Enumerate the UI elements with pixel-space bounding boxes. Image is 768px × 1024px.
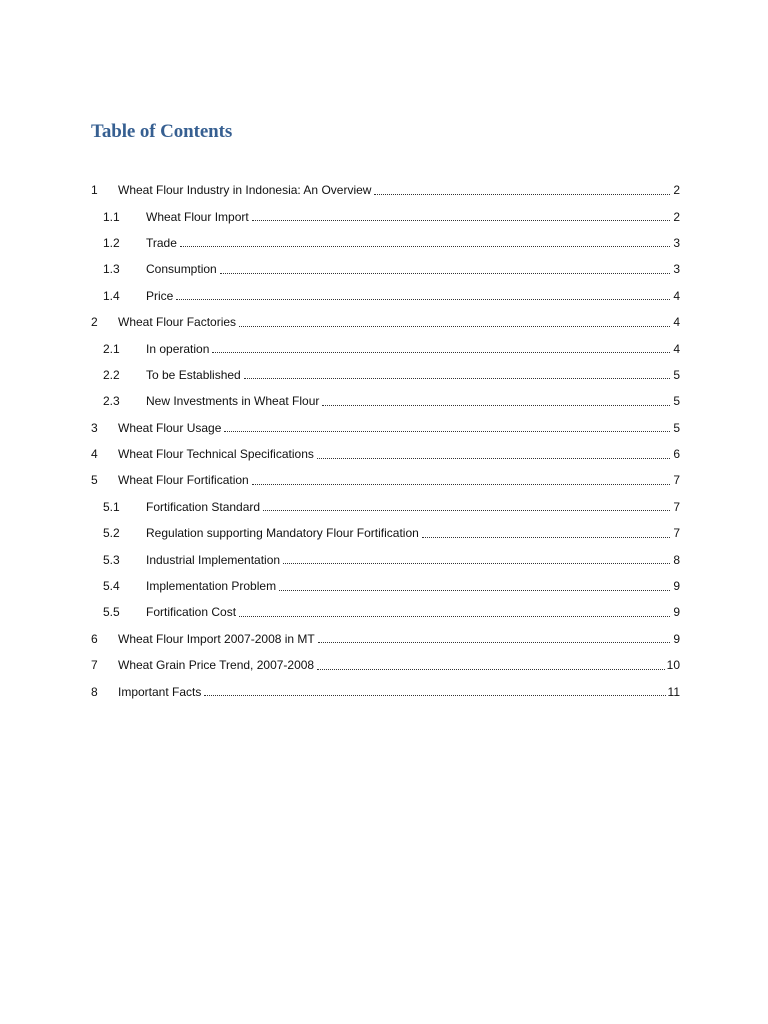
toc-entry-number: 5.5 [103,605,120,620]
toc-dot-leader [239,326,670,327]
toc-entry-page-number: 2 [673,209,680,224]
toc-title: Table of Contents [91,121,233,142]
toc-entry[interactable] [91,467,680,493]
toc-entry-text: Wheat Flour Factories [118,315,237,330]
toc-dot-leader [279,590,670,591]
toc-entry-text: Implementation Problem [146,579,277,594]
toc-entry-page-number: 7 [673,473,680,488]
toc-entry[interactable] [91,546,680,572]
toc-dot-leader [204,695,665,696]
toc-entry-text: Wheat Flour Industry in Indonesia: An Overview [118,183,372,198]
toc-entry-text: Fortification Cost [146,605,237,620]
toc-entry-text: Wheat Flour Fortification [118,473,249,488]
toc-entry[interactable] [91,203,680,229]
toc-entry-page-number: 5 [673,420,680,435]
toc-entry-number: 1.2 [103,235,120,250]
toc-dot-leader [318,642,670,643]
toc-entry[interactable] [91,177,680,203]
toc-entry-page-number: 7 [673,526,680,541]
toc-entry-text: Trade [146,235,177,250]
toc-dot-leader [322,405,670,406]
toc-dot-leader [244,378,670,379]
toc-entry-number: 2.2 [103,367,120,382]
toc-entry-text: Price [146,288,174,303]
toc-entry-text: Wheat Flour Technical Specifications [118,447,314,462]
toc-entry-number: 2.3 [103,394,120,409]
toc-entry-number: 1 [91,183,98,198]
toc-entry[interactable] [91,335,680,361]
toc-entry-number: 5.3 [103,552,120,567]
toc-entry-page-number: 4 [673,341,680,356]
toc-entry[interactable] [91,573,680,599]
toc-entry-page-number: 5 [673,394,680,409]
toc-entry[interactable] [91,362,680,388]
toc-entry-page-number: 3 [673,262,680,277]
toc-entry-page-number: 11 [667,684,680,699]
toc-list [91,177,680,705]
toc-entry[interactable] [91,441,680,467]
toc-entry-text: Important Facts [118,684,202,699]
toc-entry-number: 5.1 [103,499,120,514]
toc-entry-number: 7 [91,658,98,673]
toc-entry-page-number: 9 [673,605,680,620]
toc-dot-leader [239,616,670,617]
toc-entry-page-number: 2 [673,183,680,198]
toc-entry[interactable] [91,626,680,652]
toc-dot-leader [422,537,670,538]
toc-entry-text: Consumption [146,262,217,277]
toc-entry-page-number: 10 [666,658,680,673]
toc-entry-text: Wheat Grain Price Trend, 2007-2008 [118,658,315,673]
toc-entry-number: 3 [91,420,98,435]
toc-entry-page-number: 4 [673,315,680,330]
toc-entry[interactable] [91,678,680,704]
toc-entry-text: Regulation supporting Mandatory Flour Fortification [146,526,419,541]
toc-entry-number: 1.1 [103,209,120,224]
toc-entry-number: 2 [91,315,98,330]
toc-entry[interactable] [91,309,680,335]
toc-entry-text: To be Established [146,367,241,382]
toc-entry-number: 1.3 [103,262,120,277]
toc-dot-leader [176,299,670,300]
toc-entry[interactable] [91,283,680,309]
toc-entry-text: Wheat Flour Import 2007-2008 in MT [118,631,315,646]
toc-dot-leader [220,273,670,274]
toc-entry-number: 6 [91,631,98,646]
toc-entry-text: Wheat Flour Import [146,209,249,224]
toc-entry-number: 2.1 [103,341,120,356]
toc-entry-text: Industrial Implementation [146,552,281,567]
toc-entry[interactable] [91,415,680,441]
toc-entry-number: 5.2 [103,526,120,541]
toc-entry-text: New Investments in Wheat Flour [146,394,320,409]
toc-entry-page-number: 4 [673,288,680,303]
toc-dot-leader [224,431,670,432]
toc-dot-leader [317,458,670,459]
toc-entry-page-number: 9 [673,631,680,646]
toc-entry-number: 5 [91,473,98,488]
toc-dot-leader [317,669,665,670]
toc-dot-leader [374,194,670,195]
toc-entry-number: 4 [91,447,98,462]
toc-entry-page-number: 5 [673,367,680,382]
toc-entry[interactable] [91,494,680,520]
toc-entry-page-number: 8 [673,552,680,567]
toc-dot-leader [180,246,670,247]
toc-entry-number: 1.4 [103,288,120,303]
toc-entry-page-number: 9 [673,579,680,594]
toc-entry-page-number: 7 [673,499,680,514]
toc-entry-text: Wheat Flour Usage [118,420,222,435]
toc-entry-text: In operation [146,341,210,356]
toc-entry-number: 8 [91,684,98,699]
toc-entry[interactable] [91,388,680,414]
toc-dot-leader [252,484,670,485]
toc-entry[interactable] [91,230,680,256]
toc-entry-page-number: 6 [673,447,680,462]
toc-entry[interactable] [91,520,680,546]
toc-entry[interactable] [91,652,680,678]
toc-entry-text: Fortification Standard [146,499,261,514]
toc-entry-number: 5.4 [103,579,120,594]
toc-dot-leader [212,352,670,353]
toc-entry[interactable] [91,599,680,625]
toc-dot-leader [263,510,670,511]
toc-dot-leader [283,563,670,564]
toc-dot-leader [252,220,670,221]
toc-entry[interactable] [91,256,680,282]
toc-entry-page-number: 3 [673,235,680,250]
